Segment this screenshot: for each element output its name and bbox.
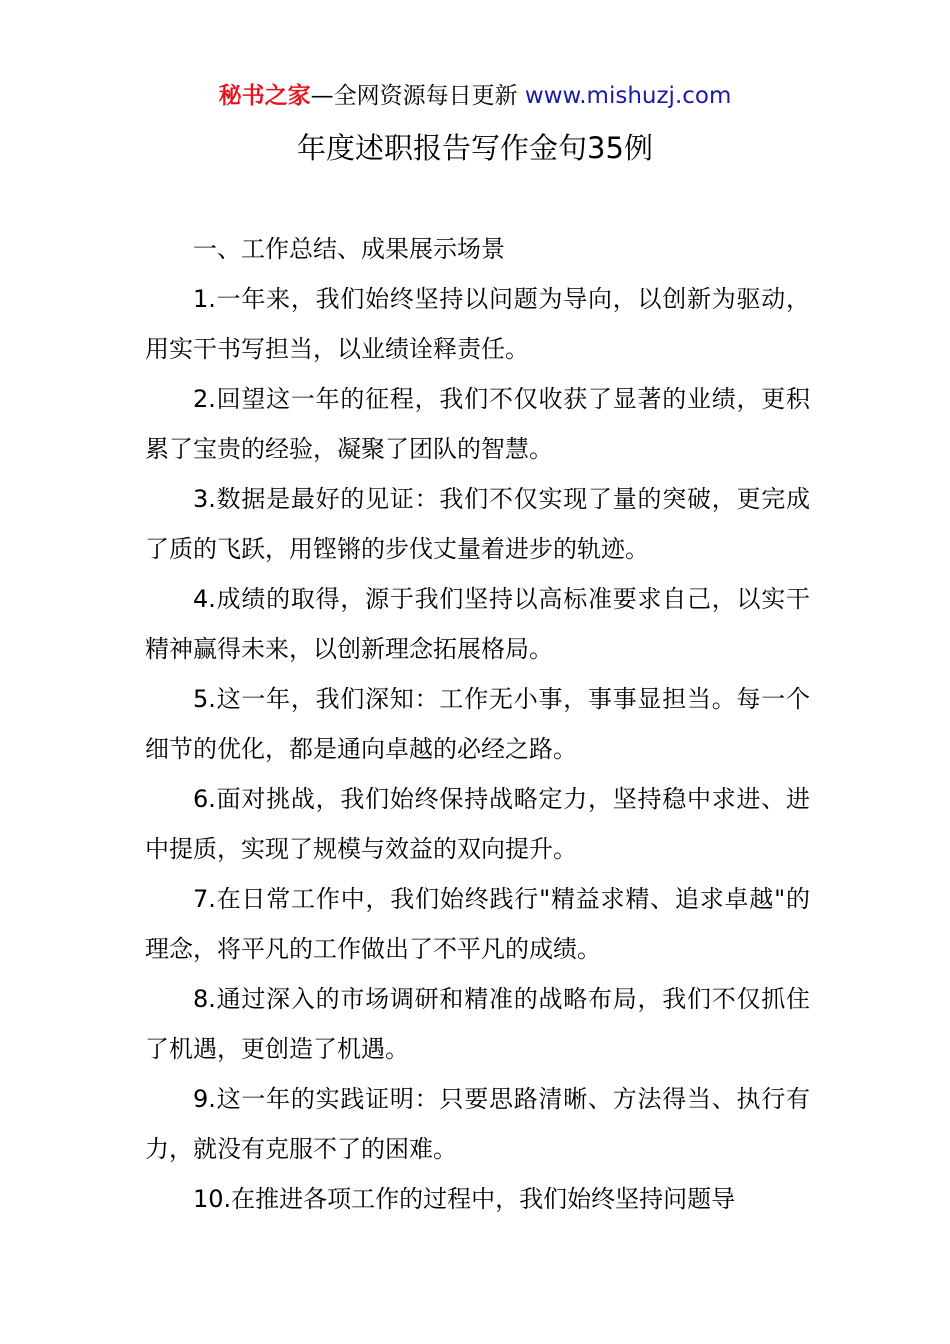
list-item: 10.在推进各项工作的过程中，我们始终坚持问题导 <box>193 1185 736 1213</box>
list-item: 4.成绩的取得，源于我们坚持以高标准要求自己，以实干精神赢得未来，以创新理念拓展格局。 <box>145 585 810 663</box>
list-item: 7.在日常工作中，我们始终践行"精益求精、追求卓越"的理念，将平凡的工作做出了不平凡的成绩。 <box>145 885 810 963</box>
site-header <box>0 80 950 112</box>
list-item: 9.这一年的实践证明：只要思路清晰、方法得当、执行有力，就没有克服不了的困难。 <box>145 1085 810 1163</box>
list-item: 3.数据是最好的见证：我们不仅实现了量的突破，更完成了质的飞跃，用铿锵的步伐丈量着进步的轨迹。 <box>145 485 810 563</box>
site-url-link[interactable]: www.mishuzj.com <box>524 83 732 109</box>
list-item: 6.面对挑战，我们始终保持战略定力，坚持稳中求进、进中提质，实现了规模与效益的双向提升。 <box>145 785 810 863</box>
list-item: 1.一年来，我们始终坚持以问题为导向，以创新为驱动，用实干书写担当，以业绩诠释责任。 <box>145 285 810 363</box>
section-heading: 一、工作总结、成果展示场景 <box>193 235 505 263</box>
list-item: 5.这一年，我们深知：工作无小事，事事显担当。每一个细节的优化，都是通向卓越的必经之路。 <box>145 685 810 763</box>
document-title: 年度述职报告写作金句35例 <box>297 131 653 165</box>
list-item: 2.回望这一年的征程，我们不仅收获了显著的业绩，更积累了宝贵的经验，凝聚了团队的智慧。 <box>145 385 810 463</box>
brand-name: 秘书之家 <box>218 83 311 109</box>
site-tagline: —全网资源每日更新 <box>310 83 518 109</box>
document-body <box>145 224 810 1224</box>
list-item: 8.通过深入的市场调研和精准的战略布局，我们不仅抓住了机遇，更创造了机遇。 <box>145 985 810 1063</box>
